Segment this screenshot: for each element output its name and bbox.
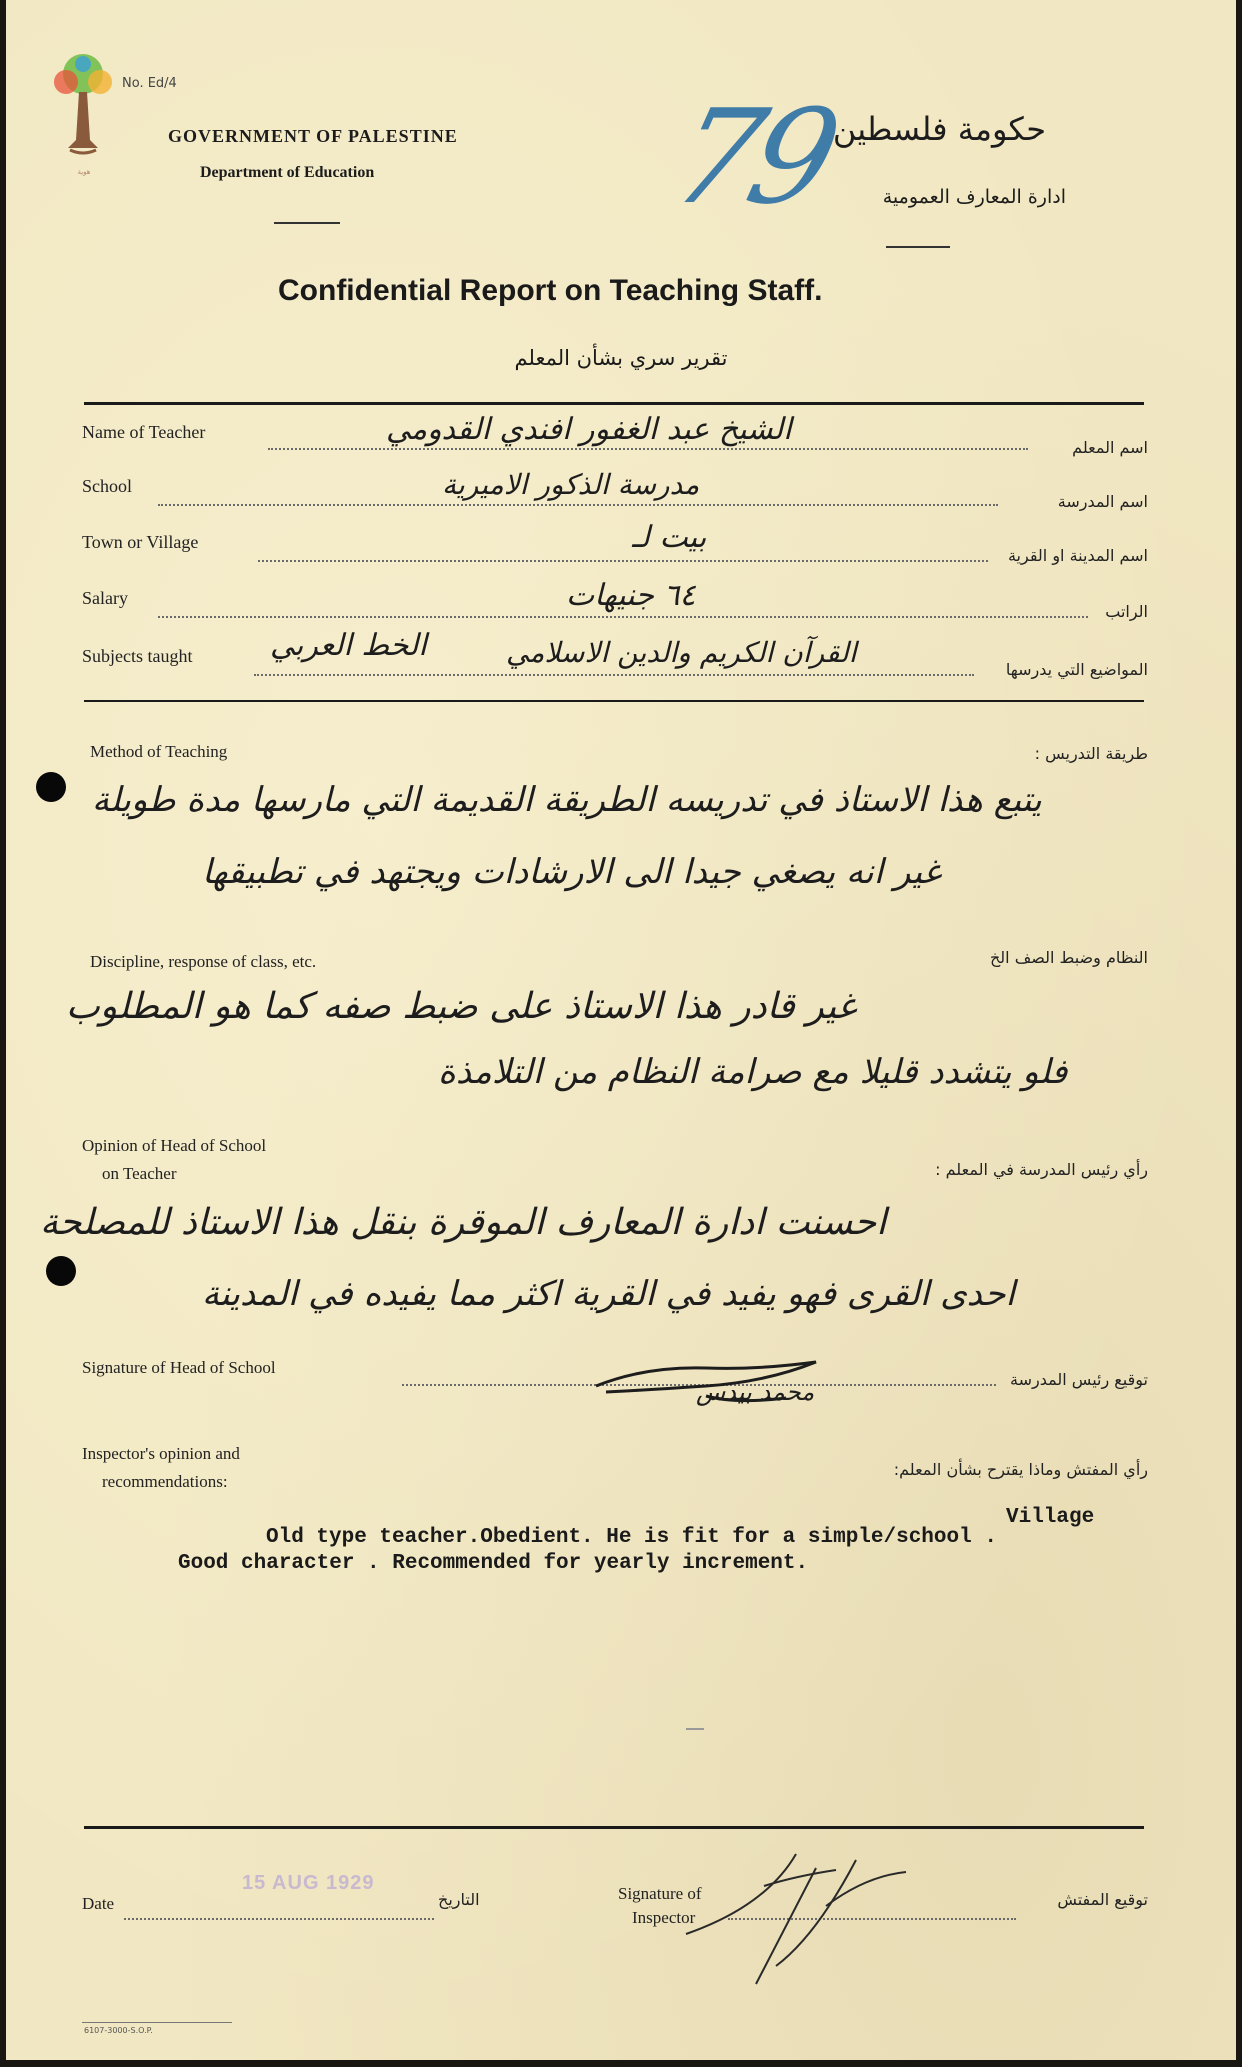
punch-hole-top	[36, 772, 66, 802]
field-dots-name	[268, 448, 1028, 450]
field-value-school: مدرسة الذكور الاميرية	[442, 468, 700, 501]
department-title-ar: ادارة المعارف العمومية	[882, 186, 1066, 208]
discipline-line-1: غير قادر هذا الاستاذ على ضبط صفه كما هو المطلوب	[66, 986, 856, 1027]
report-title-ar: تقرير سري بشأن المعلم	[514, 346, 728, 370]
print-code-rule	[82, 2022, 232, 2023]
section-label-discipline-ar: النظام وضبط الصف الخ	[989, 948, 1148, 967]
inspector-label-1: Inspector's opinion and	[82, 1444, 240, 1463]
inspector-line-1: Old type teacher.Obedient. He is fit for a simple/school .	[266, 1526, 997, 1549]
head-signature-name: محمد بيدس	[696, 1378, 815, 1406]
government-title-en: GOVERNMENT OF PALESTINE	[168, 126, 458, 146]
report-title-en: Confidential Report on Teaching Staff.	[278, 274, 823, 307]
punch-hole-bottom	[46, 1256, 76, 1286]
field-label-subjects: Subjects taught	[82, 646, 193, 666]
header-rule-en	[274, 222, 340, 224]
footer-divider	[84, 1826, 1144, 1829]
field-value-salary: ٦٤ جنيهات	[566, 578, 696, 613]
handwritten-file-number: 79	[659, 81, 847, 233]
field-dots-subjects	[254, 674, 974, 676]
field-label-subjects-ar: المواضيع التي يدرسها	[1005, 660, 1148, 679]
head-signature-label: Signature of Head of School	[82, 1358, 276, 1377]
section-label-head-opinion-1: Opinion of Head of School	[82, 1136, 267, 1155]
field-value-town: بيت لـ	[632, 520, 707, 555]
print-code: 6107-3000-S.O.P.	[84, 2026, 153, 2035]
section-label-method: Method of Teaching	[90, 742, 228, 761]
section-label-head-opinion-ar: رأي رئيس المدرسة في المعلم :	[935, 1160, 1148, 1179]
stray-mark	[686, 1728, 704, 1730]
inspector-insert-word: Village	[1006, 1506, 1095, 1529]
section-label-method-ar: طريقة التدريس :	[1034, 744, 1148, 763]
date-label: Date	[82, 1894, 115, 1913]
header-rule-ar	[886, 246, 950, 248]
inspector-signature-label-2: Inspector	[632, 1908, 696, 1927]
field-label-town-ar: اسم المدينة او القرية	[1007, 546, 1148, 565]
logo-caption: هوية	[77, 168, 91, 176]
field-value-subjects: القرآن الكريم والدين الاسلامي	[506, 636, 857, 669]
method-line-1: يتبع هذا الاستاذ في تدريسه الطريقة القديمة التي مارسها مدة طويلة	[92, 780, 1042, 820]
top-divider	[84, 402, 1144, 405]
field-value-name: الشيخ عبد الغفور افندي القدومي	[386, 412, 792, 447]
date-label-ar: التاريخ	[438, 1890, 480, 1909]
inspector-label-ar: رأي المفتش وماذا يقترح بشأن المعلم:	[893, 1460, 1148, 1479]
field-dots-town	[258, 560, 988, 562]
date-dots	[124, 1918, 434, 1920]
fields-divider	[84, 700, 1144, 702]
field-label-name-ar: اسم المعلم	[1072, 438, 1148, 457]
department-title-en: Department of Education	[200, 164, 375, 181]
head-opinion-line-1: احسنت ادارة المعارف الموقرة بنقل هذا الاستاذ للمصلحة	[40, 1202, 887, 1243]
discipline-line-2: فلو يتشدد قليلا مع صرامة النظام من التلامذة	[438, 1052, 1068, 1092]
tree-logo-icon	[48, 52, 118, 162]
method-line-2: غير انه يصغي جيدا الى الارشادات ويجتهد في تطبيقها	[202, 852, 941, 892]
inspector-signature-stroke-icon	[646, 1846, 966, 1986]
field-label-salary-ar: الراتب	[1105, 602, 1148, 621]
inspector-label-2: recommendations:	[102, 1472, 228, 1491]
document-sheet	[6, 0, 1236, 2060]
section-label-discipline: Discipline, response of class, etc.	[90, 952, 317, 971]
field-label-school: School	[82, 476, 133, 496]
field-value-subjects-2: الخط العربي	[270, 628, 427, 663]
section-label-head-opinion-2: on Teacher	[102, 1164, 177, 1183]
head-opinion-line-2: احدى القرى فهو يفيد في القرية اكثر مما يفيده في المدينة	[202, 1274, 1015, 1314]
date-stamp: 15 AUG 1929	[242, 1872, 375, 1894]
document-number: No. Ed/4	[122, 76, 177, 91]
field-label-salary: Salary	[82, 588, 128, 608]
field-label-name: Name of Teacher	[82, 422, 206, 442]
government-title-ar: حكومة فلسطين	[832, 110, 1046, 148]
inspector-signature-label-ar: توقيع المفتش	[1057, 1890, 1148, 1909]
field-label-town: Town or Village	[82, 532, 199, 552]
head-signature-label-ar: توقيع رئيس المدرسة	[1010, 1370, 1148, 1389]
field-dots-school	[158, 504, 998, 506]
field-label-school-ar: اسم المدرسة	[1057, 492, 1148, 511]
field-dots-salary	[158, 616, 1088, 618]
inspector-signature-label-1: Signature of	[618, 1884, 702, 1903]
inspector-line-2: Good character . Recommended for yearly increment.	[178, 1552, 809, 1575]
